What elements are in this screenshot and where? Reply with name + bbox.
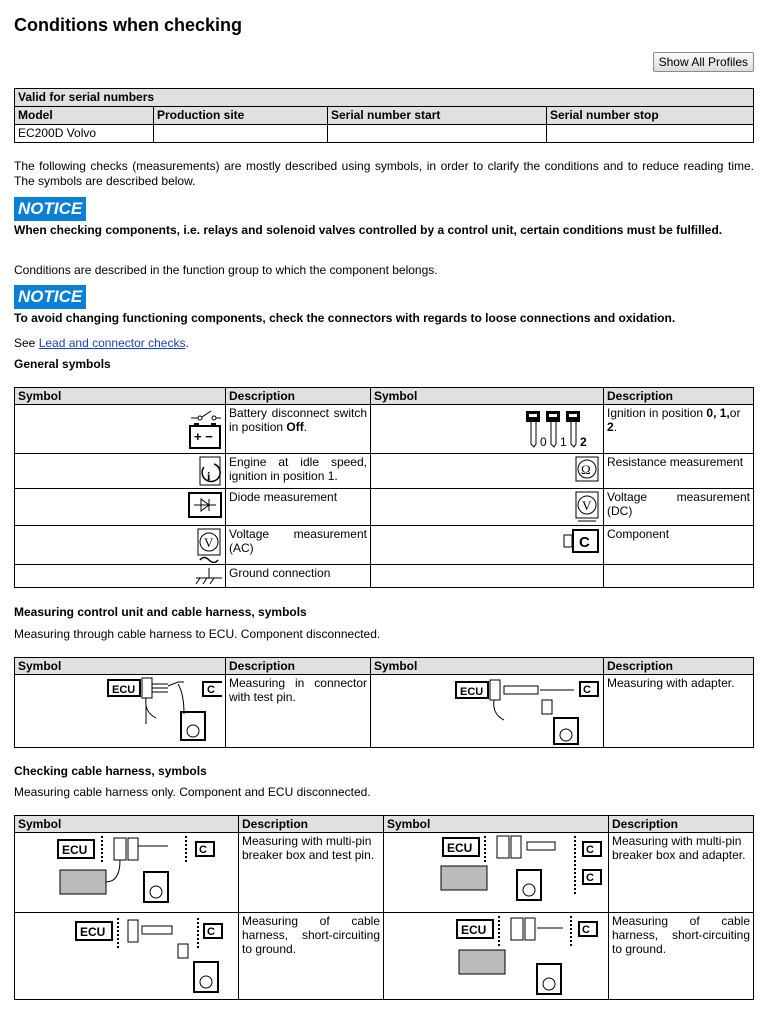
idle-symbol — [15, 454, 226, 489]
breakerbox-adapter-desc: Measuring with multi-pin breaker box and adapter. — [609, 833, 754, 913]
svg-text:V: V — [582, 498, 592, 513]
resistance-symbol — [371, 454, 604, 489]
voltage-ac-desc: Voltage measurement (AC) — [226, 526, 371, 565]
svg-text:i: i — [207, 469, 211, 483]
ignition-desc — [604, 405, 754, 454]
cell-serial-stop — [547, 125, 754, 143]
serial-caption: Valid for serial numbers — [15, 89, 754, 107]
col-model: Model — [15, 107, 154, 125]
harness-c-label-4: C — [207, 926, 215, 938]
ground-icon — [18, 566, 222, 586]
harness-c-label-2: C — [586, 844, 594, 856]
diode-desc: Diode measurement — [226, 489, 371, 526]
col-serial-start: Serial number start — [328, 107, 547, 125]
shortcircuit-ground-icon-2 — [387, 914, 605, 998]
ignition-desc-pre: Ignition in position — [607, 406, 707, 420]
show-all-profiles-button[interactable]: Show All Profiles — [653, 52, 754, 72]
cell-model: EC200D Volvo — [15, 125, 154, 143]
harness-ecu-label-4: ECU — [461, 923, 487, 937]
harness-col-desc-2: Description — [609, 816, 754, 833]
battery-switch-symbol — [15, 405, 226, 454]
ignition-keys-icon — [374, 406, 600, 452]
voltage-dc-symbol — [371, 489, 604, 526]
resistance-icon — [374, 455, 600, 487]
ecu-col-desc: Description — [226, 658, 371, 675]
ground-desc: Ground connection — [226, 565, 371, 588]
component-desc: Component — [604, 526, 754, 565]
shortcircuit-desc-1: Measuring of cable harness, short-circuiting to ground. — [239, 913, 384, 1000]
battery-desc-pre: Battery disconnect switch in position — [229, 406, 367, 434]
gen-col-desc: Description — [226, 388, 371, 405]
harness-c-label: C — [199, 844, 207, 856]
ecu-c-label-2: C — [583, 684, 591, 696]
general-heading: General symbols — [14, 357, 111, 371]
battery-switch-desc — [226, 405, 371, 454]
ignition-num-0: 0 — [540, 435, 547, 449]
breakerbox-adapter-icon — [387, 834, 605, 910]
see-line — [14, 336, 754, 351]
ecu-heading: Measuring control unit and cable harness, symbols — [14, 605, 307, 619]
ignition-desc-post: . — [613, 420, 618, 434]
shortcircuit-desc-2: Measuring of cable harness, short-circuiting to ground. — [609, 913, 754, 1000]
col-production-site: Production site — [154, 107, 328, 125]
harness-col-symbol: Symbol — [15, 816, 239, 833]
notice-text-1: When checking components, i.e. relays and solenoid valves controlled by a control unit, certain conditions must be fulfilled. — [14, 223, 723, 237]
shortcircuit-ground-icon-1 — [18, 914, 235, 998]
resistance-desc: Resistance measurement — [604, 454, 754, 489]
breakerbox-adapter-symbol — [384, 833, 609, 913]
battery-desc-bold: Off — [286, 420, 304, 434]
harness-ecu-label-2: ECU — [447, 841, 473, 855]
voltage-ac-symbol — [15, 526, 226, 565]
ignition-num-1: 1 — [560, 435, 567, 449]
breakerbox-testpin-icon — [18, 834, 235, 910]
breakerbox-testpin-symbol — [15, 833, 239, 913]
harness-c-label-3: C — [586, 872, 594, 884]
ecu-testpin-diagram-icon — [18, 676, 222, 746]
ecu-symbols-table — [14, 657, 754, 748]
conditions-text: Conditions are described in the function group to which the component belongs. — [14, 263, 438, 277]
gen-col-symbol-2: Symbol — [371, 388, 604, 405]
general-symbols-table — [14, 387, 754, 588]
ecu-adapter-diagram-icon — [374, 676, 600, 746]
component-icon — [374, 527, 600, 559]
ecu-label-2: ECU — [460, 686, 484, 698]
ecu-testpin-symbol — [15, 675, 226, 748]
see-prefix: See — [14, 336, 39, 350]
voltage-dc-desc: Voltage measurement (DC) — [604, 489, 754, 526]
ecu-adapter-symbol — [371, 675, 604, 748]
col-serial-stop: Serial number stop — [547, 107, 754, 125]
cell-serial-start — [328, 125, 547, 143]
voltage-ac-icon — [18, 527, 222, 563]
ecu-col-symbol: Symbol — [15, 658, 226, 675]
page-title: Conditions when checking — [14, 15, 243, 35]
see-suffix: . — [185, 336, 189, 350]
ecu-col-desc-2: Description — [604, 658, 754, 675]
serial-table — [14, 88, 754, 143]
lead-connector-link[interactable]: Lead and connector checks — [38, 336, 186, 350]
svg-text:Ω: Ω — [581, 462, 591, 477]
ecu-c-label: C — [207, 684, 215, 696]
harness-text: Measuring cable harness only. Component and ECU disconnected. — [14, 785, 371, 799]
component-c-label: C — [579, 534, 590, 551]
idle-desc: Engine at idle speed, ignition in position 1. — [226, 454, 371, 489]
notice-text-2: To avoid changing functioning components, check the connectors with regards to loose connections and oxidation. — [14, 311, 676, 325]
diode-symbol — [15, 489, 226, 526]
harness-ecu-label-3: ECU — [80, 925, 106, 939]
harness-c-label-5: C — [582, 924, 590, 936]
engine-idle-icon — [18, 455, 222, 487]
ignition-desc-mid: or — [729, 406, 741, 420]
harness-col-symbol-2: Symbol — [384, 816, 609, 833]
battery-desc-post: . — [303, 420, 308, 434]
voltage-dc-icon — [374, 490, 600, 524]
ecu-adapter-desc: Measuring with adapter. — [604, 675, 754, 748]
ignition-desc-bold2: 2 — [607, 420, 614, 434]
gen-col-desc-2: Description — [604, 388, 754, 405]
battery-switch-icon — [18, 406, 222, 452]
svg-text:V: V — [204, 535, 214, 550]
ignition-desc-bold: 0, 1, — [706, 406, 730, 420]
gen-col-symbol: Symbol — [15, 388, 226, 405]
ecu-text: Measuring through cable harness to ECU. Component disconnected. — [14, 627, 381, 641]
intro-text: The following checks (measurements) are mostly described using symbols, in order to clarify the conditions and to reduce reading time. The symbols are described below. — [14, 159, 754, 188]
svg-text:+ −: + − — [194, 429, 213, 444]
harness-col-desc: Description — [239, 816, 384, 833]
breakerbox-testpin-desc: Measuring with multi-pin breaker box and test pin. — [239, 833, 384, 913]
ground-symbol — [15, 565, 226, 588]
notice-badge: NOTICE — [14, 197, 86, 221]
shortcircuit-symbol-2 — [384, 913, 609, 1000]
component-symbol — [371, 526, 604, 565]
cell-production-site — [154, 125, 328, 143]
shortcircuit-symbol-1 — [15, 913, 239, 1000]
harness-ecu-label: ECU — [62, 843, 88, 857]
empty-cell — [371, 565, 604, 588]
ecu-testpin-desc: Measuring in connector with test pin. — [226, 675, 371, 748]
notice-badge-2: NOTICE — [14, 285, 86, 309]
empty-cell — [604, 565, 754, 588]
ecu-label: ECU — [112, 684, 136, 696]
ignition-symbol — [371, 405, 604, 454]
harness-symbols-table — [14, 815, 754, 1000]
harness-heading: Checking cable harness, symbols — [14, 764, 207, 778]
ignition-num-2: 2 — [580, 435, 587, 449]
ecu-col-symbol-2: Symbol — [371, 658, 604, 675]
diode-icon — [18, 490, 222, 522]
